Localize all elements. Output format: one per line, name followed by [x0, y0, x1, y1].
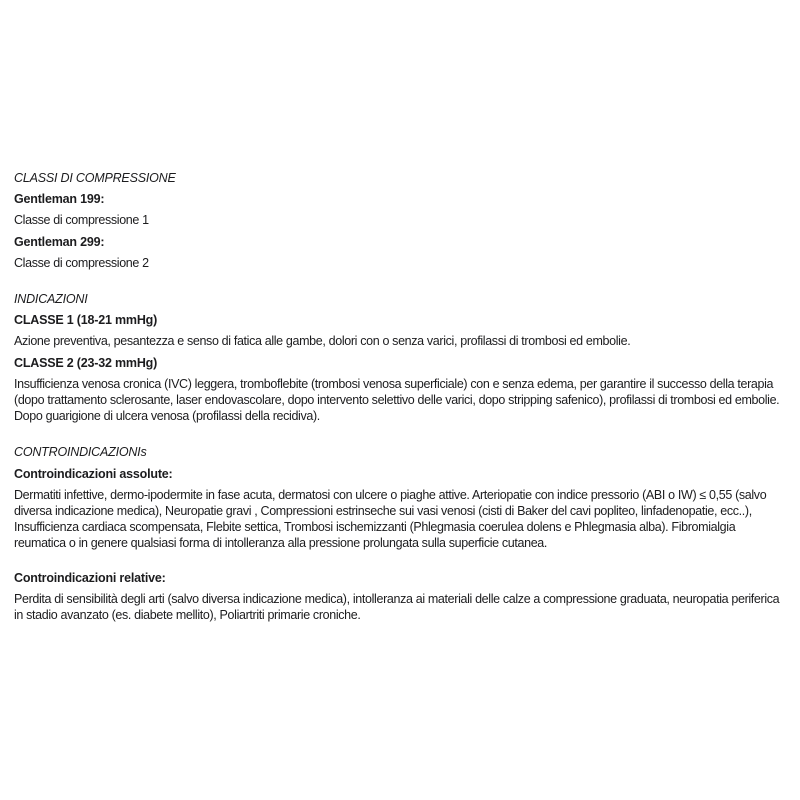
gentleman-299-class-text: Classe di compressione 2 — [14, 255, 149, 270]
gentleman-199-label: Gentleman 199: — [14, 192, 105, 207]
section-classi-di-compressione — [14, 170, 788, 271]
controindicazioni-assolute-heading: Controindicazioni assolute: — [14, 466, 173, 481]
gentleman-299-label: Gentleman 299: — [14, 234, 105, 249]
controindicazioni-relative-heading: Controindicazioni relative: — [14, 570, 166, 585]
gentleman-199-class-text: Classe di compressione 1 — [14, 213, 149, 228]
classi-di-compressione-heading: CLASSI DI COMPRESSIONE — [14, 171, 176, 185]
controindicazioni-heading: CONTROINDICAZIONIs — [14, 445, 147, 460]
controindicazioni-relative-text: Perdita di sensibilità degli arti (salvo diversa indicazione medica), intolleranza ai materiali delle calze a compressione graduata, neuropatia periferica in stadio avanzato (es. diabete mellito), Poliartriti primarie croniche. — [14, 591, 780, 623]
classe-1-indications-text: Azione preventiva, pesantezza e senso di fatica alle gambe, dolori con o senza varici, profilassi di trombosi ed embolie. — [14, 334, 631, 349]
classe-1-heading: CLASSE 1 (18-21 mmHg) — [14, 313, 158, 328]
section-indicazioni — [14, 291, 788, 424]
indicazioni-heading: INDICAZIONI — [14, 292, 88, 307]
classe-2-heading: CLASSE 2 (23-32 mmHg) — [14, 355, 158, 370]
section-controindicazioni — [14, 444, 788, 623]
controindicazioni-assolute-text: Dermatiti infettive, dermo-ipodermite in fase acuta, dermatosi con ulcere o piaghe attive. Arteriopatie con indice pressorio (ABI o IW) ≤ 0,55 (salvo diversa indicazione medica), Neuropatie gravi , Compressioni estrinseche sui vasi venosi (cisti di Baker del cavi popliteo, linfadenopatie, ecc..), Insufficienza cardiaca scompensata, Flebite settica, Trombosi ischemizzanti (Phlegmasia coerulea dolens e Phlegmasia alba). Fibromialgia reumatica o in genere qualsiasi forma di intolleranza alla pressione prolungata sulla superficie cutanea. — [14, 487, 767, 551]
classe-2-indications-text: Insufficienza venosa cronica (IVC) leggera, tromboflebite (trombosi venosa superficiale) con e senza edema, per garantire il successo della terapia (dopo trattamento sclerosante, laser endovascolare, dopo intervento selettivo delle varici, dopo stripping safenico), profilassi di trombosi ed embolie. Dopo guarigione di ulcera venosa (profilassi della recidiva). — [14, 376, 780, 424]
